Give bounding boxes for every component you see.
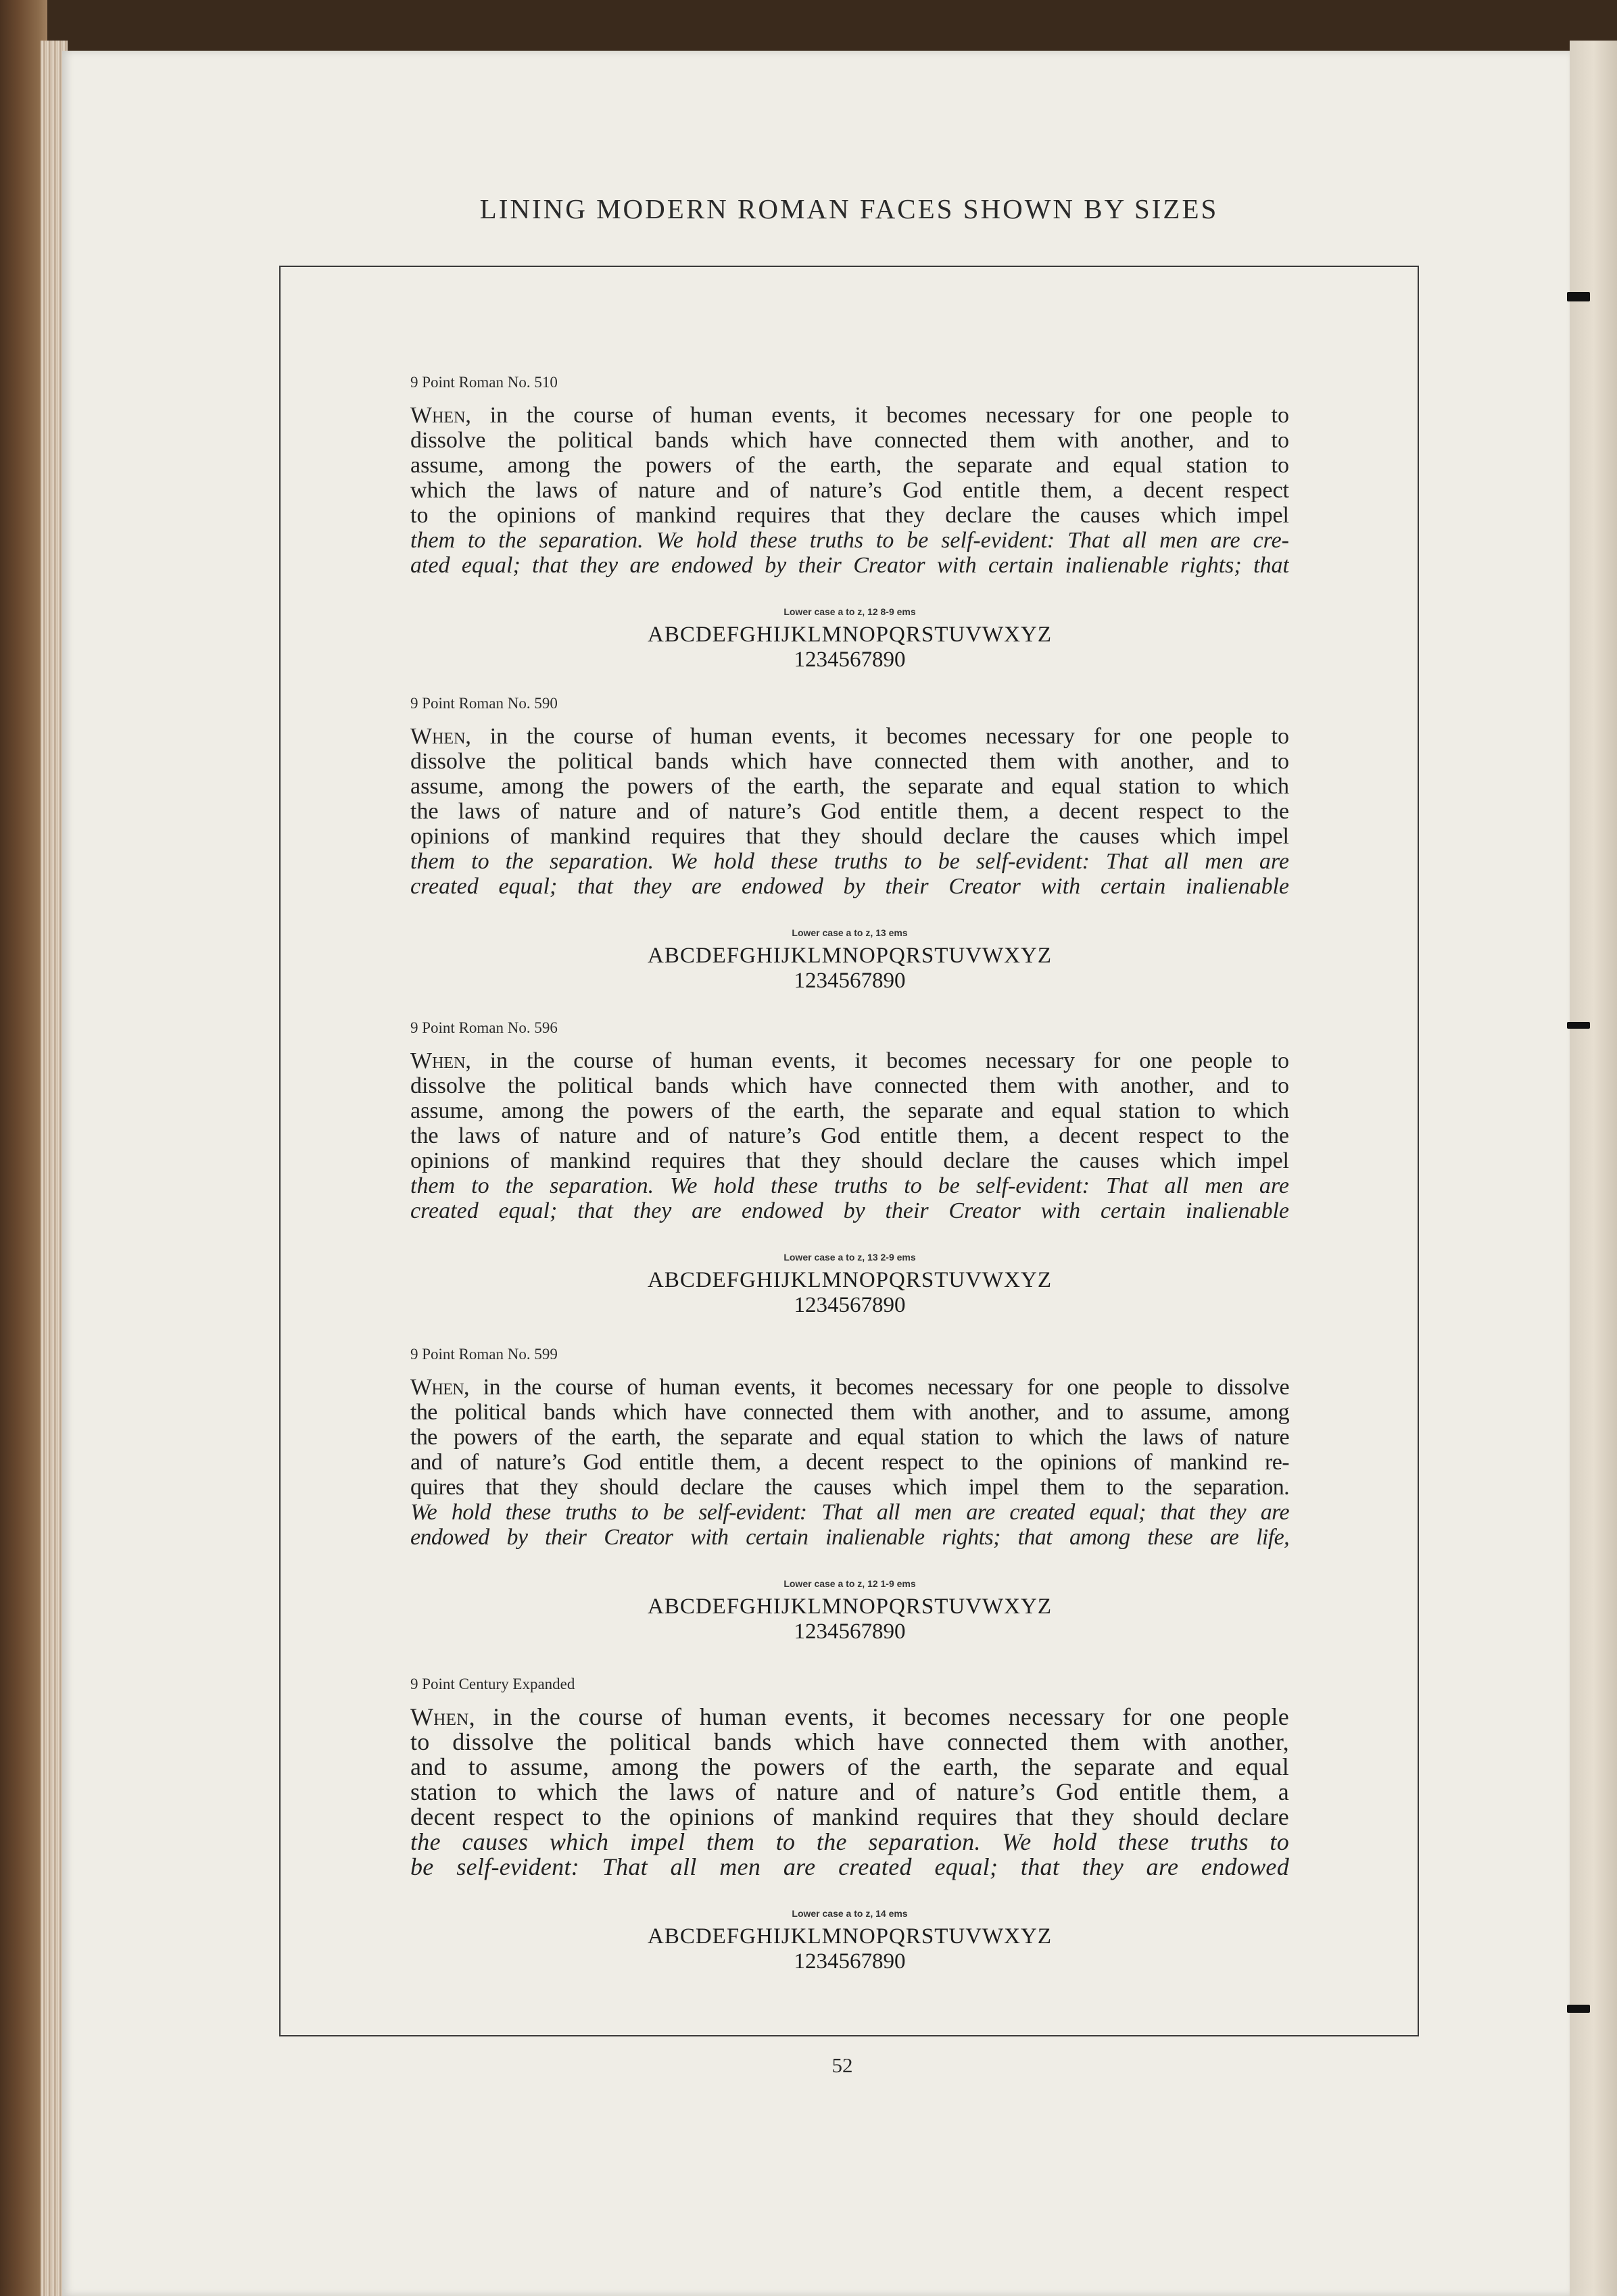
specimen-italic-line: them to the separation. We hold these truths to be self-evident: That all men are cre- bbox=[410, 528, 1289, 553]
specimen-line bbox=[410, 1148, 1289, 1173]
specimen-capitals: ABCDEFGHIJKLMNOPQRSTUVWXYZ bbox=[647, 1268, 1053, 1292]
specimen-label: 9 Point Century Expanded bbox=[410, 1676, 575, 1692]
specimen-line-text: , in the course of human events, it becomes necessary for one people to bbox=[465, 403, 1289, 428]
specimen-line bbox=[410, 1425, 1289, 1450]
specimen-line bbox=[410, 453, 1289, 478]
specimen-note: Lower case a to z, 12 1-9 ems bbox=[783, 1578, 916, 1589]
specimen-lead-word: When bbox=[410, 1375, 464, 1400]
specimen-line-text: dissolve the political bands which have connected them with another, and to bbox=[410, 749, 1289, 774]
specimen-figures: 1234567890 bbox=[794, 1949, 906, 1974]
page-stack bbox=[1570, 41, 1617, 2296]
specimen-line-text: the powers of the earth, the separate and equal station to which the laws of nature bbox=[410, 1425, 1289, 1450]
specimen-line-text: opinions of mankind requires that they should declare the causes which impel bbox=[410, 824, 1289, 849]
specimen-line bbox=[410, 1048, 1289, 1073]
specimen-line bbox=[410, 799, 1289, 824]
specimen-figures: 1234567890 bbox=[794, 1293, 906, 1317]
specimen-capitals: ABCDEFGHIJKLMNOPQRSTUVWXYZ bbox=[647, 622, 1053, 647]
specimen-line-text: which the laws of nature and of nature’s God entitle them, a decent respect bbox=[410, 478, 1289, 503]
specimen-line-text: the laws of nature and of nature’s God entitle them, a decent respect to the bbox=[410, 799, 1289, 824]
specimen-italic-line: We hold these truths to be self-evident: That all men are created equal; that they are bbox=[410, 1500, 1289, 1525]
specimen-italic-line: created equal; that they are endowed by their Creator with certain inalienable bbox=[410, 1198, 1289, 1223]
specimen-text bbox=[410, 724, 1289, 925]
specimen-line bbox=[410, 1098, 1289, 1123]
specimen-line-text: and of nature’s God entitle them, a decent respect to the opinions of mankind re- bbox=[410, 1450, 1289, 1475]
specimen-label: 9 Point Roman No. 596 bbox=[410, 1019, 558, 1036]
specimen-text bbox=[410, 403, 1289, 604]
specimen-line-text: the political bands which have connected them with another, and to assume, among bbox=[410, 1400, 1289, 1425]
specimen-line-text: station to which the laws of nature and of nature’s God entitle them, a bbox=[410, 1778, 1289, 1805]
specimen-line bbox=[410, 1400, 1289, 1425]
specimen-block bbox=[410, 1019, 1289, 1317]
specimen-line bbox=[410, 1755, 1289, 1780]
specimen-italic-line: be self-evident: That all men are created equal; that they are endowed bbox=[410, 1853, 1289, 1880]
specimen-line bbox=[410, 1805, 1289, 1830]
specimen-line bbox=[410, 1475, 1289, 1500]
specimen-line bbox=[410, 1123, 1289, 1148]
specimen-line-text: decent respect to the opinions of mankind requires that they should declare bbox=[410, 1803, 1289, 1830]
specimen-lead-word: When bbox=[410, 1048, 466, 1073]
specimen-line-text: to dissolve the political bands which have connected them with another, bbox=[410, 1728, 1289, 1755]
specimen-line-text: dissolve the political bands which have connected them with another, and to bbox=[410, 428, 1289, 453]
specimen-capitals: ABCDEFGHIJKLMNOPQRSTUVWXYZ bbox=[647, 1594, 1053, 1619]
specimen-italic-line: endowed by their Creator with certain inalienable rights; that among these are life, bbox=[410, 1525, 1289, 1550]
specimen-line bbox=[410, 1780, 1289, 1805]
specimen-lead-word: When bbox=[410, 724, 466, 749]
specimen-italic-line: ated equal; that they are endowed by their Creator with certain inalienable rights; that bbox=[410, 553, 1289, 578]
specimen-figures: 1234567890 bbox=[794, 648, 906, 672]
specimen-italic-line: the causes which impel them to the separation. We hold these truths to bbox=[410, 1828, 1289, 1855]
page-title: LINING MODERN ROMAN FACES SHOWN BY SIZES bbox=[479, 193, 1219, 224]
specimen-block bbox=[410, 373, 1289, 672]
specimen-line bbox=[410, 1730, 1289, 1755]
specimen-line bbox=[410, 1073, 1289, 1098]
specimen-line-text: assume, among the powers of the earth, the separate and equal station to which bbox=[410, 1098, 1289, 1123]
specimen-line-text: the laws of nature and of nature’s God entitle them, a decent respect to the bbox=[410, 1123, 1289, 1148]
specimen-line bbox=[410, 403, 1289, 428]
specimen-line-text: , in the course of human events, it becomes necessary for one people bbox=[468, 1705, 1289, 1730]
specimen-note: Lower case a to z, 14 ems bbox=[792, 1908, 908, 1919]
specimen-line bbox=[410, 1705, 1289, 1730]
specimen-label: 9 Point Roman No. 599 bbox=[410, 1346, 558, 1363]
binding-clip bbox=[1567, 1022, 1590, 1029]
specimen-note: Lower case a to z, 13 2-9 ems bbox=[783, 1252, 916, 1263]
specimen-line bbox=[410, 478, 1289, 503]
specimen-italic-line: them to the separation. We hold these truths to be self-evident: That all men are bbox=[410, 1173, 1289, 1198]
specimen-line bbox=[410, 1450, 1289, 1475]
specimen-label: 9 Point Roman No. 510 bbox=[410, 374, 558, 391]
specimen-note: Lower case a to z, 13 ems bbox=[792, 927, 908, 938]
specimen-line bbox=[410, 724, 1289, 749]
binding-clip bbox=[1567, 292, 1590, 301]
specimen-text bbox=[410, 1375, 1289, 1576]
specimen-lead-word: When bbox=[410, 1705, 469, 1730]
specimen-text bbox=[410, 1048, 1289, 1250]
specimen-block bbox=[410, 694, 1289, 993]
page-number: 52 bbox=[831, 2053, 853, 2077]
specimen-line bbox=[410, 824, 1289, 849]
specimen-line bbox=[410, 749, 1289, 774]
specimen-line-text: assume, among the powers of the earth, the separate and equal station to which bbox=[410, 774, 1289, 799]
specimen-line bbox=[410, 503, 1289, 528]
specimen-line-text: , in the course of human events, it becomes necessary for one people to bbox=[465, 1048, 1289, 1073]
specimen-line-text: , in the course of human events, it becomes necessary for one people to dissolve bbox=[464, 1375, 1289, 1400]
specimen-label: 9 Point Roman No. 590 bbox=[410, 695, 558, 712]
specimen-line-text: opinions of mankind requires that they should declare the causes which impel bbox=[410, 1148, 1289, 1173]
specimen-note: Lower case a to z, 12 8-9 ems bbox=[783, 606, 916, 617]
specimen-line-text: assume, among the powers of the earth, the separate and equal station to bbox=[410, 453, 1289, 478]
specimen-lead-word: When bbox=[410, 403, 466, 428]
specimen-capitals: ABCDEFGHIJKLMNOPQRSTUVWXYZ bbox=[647, 1924, 1053, 1949]
binding-clip bbox=[1567, 2005, 1590, 2013]
specimen-italic-line: them to the separation. We hold these truths to be self-evident: That all men are bbox=[410, 849, 1289, 874]
specimen-block bbox=[410, 1675, 1289, 1974]
specimen-line bbox=[410, 774, 1289, 799]
specimen-italic-line: created equal; that they are endowed by their Creator with certain inalienable bbox=[410, 874, 1289, 899]
specimen-figures: 1234567890 bbox=[794, 969, 906, 993]
specimen-block bbox=[410, 1345, 1289, 1644]
specimen-line-text: and to assume, among the powers of the earth, the separate and equal bbox=[410, 1753, 1289, 1780]
specimen-line bbox=[410, 1375, 1289, 1400]
specimen-line-text: dissolve the political bands which have connected them with another, and to bbox=[410, 1073, 1289, 1098]
specimen-figures: 1234567890 bbox=[794, 1619, 906, 1644]
specimen-line-text: quires that they should declare the causes which impel them to the separation. bbox=[410, 1475, 1289, 1500]
specimen-line-text: , in the course of human events, it becomes necessary for one people to bbox=[465, 724, 1289, 749]
specimen-capitals: ABCDEFGHIJKLMNOPQRSTUVWXYZ bbox=[647, 944, 1053, 968]
specimen-line bbox=[410, 428, 1289, 453]
specimen-text bbox=[410, 1705, 1289, 1906]
specimen-line-text: to the opinions of mankind requires that they declare the causes which impel bbox=[410, 503, 1289, 528]
